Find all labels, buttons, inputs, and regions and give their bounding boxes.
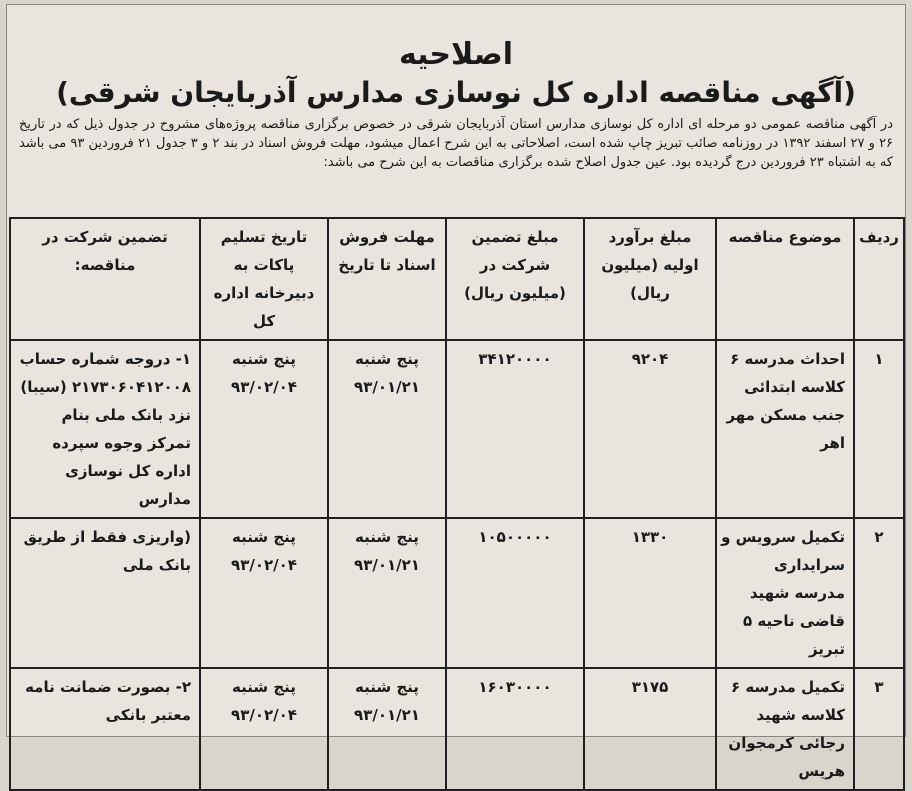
guarantee-amount-cell: ۱۶۰۳۰۰۰۰ bbox=[446, 668, 584, 790]
sale-deadline-cell: پنج شنبه ۹۳/۰۱/۲۱ bbox=[328, 518, 446, 668]
row-number: ۱ bbox=[854, 340, 904, 518]
header-cell-delivery-date: تاریخ تسلیم پاکات به دبیرخانه اداره کل bbox=[200, 218, 328, 340]
estimate-cell: ۹۲۰۴ bbox=[584, 340, 716, 518]
estimate-cell: ۳۱۷۵ bbox=[584, 668, 716, 790]
guarantee-cell: ۲- بصورت ضمانت نامه معتبر بانکی bbox=[10, 668, 200, 790]
guarantee-cell: ۱- دروجه شماره حساب ۲۱۷۳۰۶۰۴۱۲۰۰۸ (سیبا) نزد بانک ملی بنام تمرکز وجوه سپرده اداره کل نوسازی مدارس bbox=[10, 340, 200, 518]
header-cell-guarantee: تضمین شرکت در مناقصه: bbox=[10, 218, 200, 340]
intro-paragraph: در آگهی مناقصه عمومی دو مرحله ای اداره کل نوسازی مدارس استان آذربایجان شرقی در خصوص برگزاری مناقصه پروژه‌های مشروح در جدول ذیل که در تاریخ ۲۶ و ۲۷ اسفند ۱۳۹۲ در روزنامه صائب تبریز چاپ شده است، اصلاحاتی به این شرح اعمال میشود، مهلت فروش اسناد در بند ۲ و ۳ جدول ۲۱ فروردین ۹۳ می باشد که به اشتباه ۲۳ فروردین درج گردیده بود. عین جدول اصلاح شده برگزاری مناقصات به این شرح می باشد: bbox=[19, 117, 894, 170]
header-cell-subject: موضوع مناقصه bbox=[716, 218, 854, 340]
tender-table bbox=[9, 217, 905, 791]
estimate-cell: ۱۳۳۰ bbox=[584, 518, 716, 668]
sale-deadline-cell: پنج شنبه ۹۳/۰۱/۲۱ bbox=[328, 340, 446, 518]
guarantee-cell: (واریزی فقط از طریق بانک ملی bbox=[10, 518, 200, 668]
delivery-date-cell: پنج شنبه ۹۳/۰۲/۰۴ bbox=[200, 340, 328, 518]
notice-page bbox=[6, 4, 906, 780]
subject-cell: احداث مدرسه ۶ کلاسه ابتدائی جنب مسکن مهر اهر bbox=[716, 340, 854, 518]
subject-cell: تکمیل سرویس و سرایداری مدرسه شهید قاضی ناحیه ۵ تبریز bbox=[716, 518, 854, 668]
table-row bbox=[10, 518, 904, 668]
row-number: ۲ bbox=[854, 518, 904, 668]
header-cell-estimate: مبلغ برآورد اولیه (میلیون ریال) bbox=[584, 218, 716, 340]
page-title: اصلاحیه bbox=[398, 37, 514, 72]
table-header-row bbox=[10, 218, 904, 340]
row-number: ۳ bbox=[854, 668, 904, 790]
delivery-date-cell: پنج شنبه ۹۳/۰۲/۰۴ bbox=[200, 668, 328, 790]
header-cell-guarantee-amount: مبلغ تضمین شرکت در (میلیون ریال) bbox=[446, 218, 584, 340]
sale-deadline-cell: پنج شنبه ۹۳/۰۱/۲۱ bbox=[328, 668, 446, 790]
header-cell-sale-deadline: مهلت فروش اسناد تا تاریخ bbox=[328, 218, 446, 340]
page-subtitle: (آگهی مناقصه اداره کل نوسازی مدارس آذربایجان شرقی) bbox=[56, 76, 856, 109]
header-cell-row-number: ردیف bbox=[854, 218, 904, 340]
delivery-date-cell: پنج شنبه ۹۳/۰۲/۰۴ bbox=[200, 518, 328, 668]
table-row bbox=[10, 668, 904, 790]
table-row bbox=[10, 340, 904, 518]
guarantee-amount-cell: ۱۰۵۰۰۰۰۰ bbox=[446, 518, 584, 668]
subject-cell: تکمیل مدرسه ۶ کلاسه شهید رجائی کرمجوان هریس bbox=[716, 668, 854, 790]
guarantee-amount-cell: ۳۴۱۲۰۰۰۰ bbox=[446, 340, 584, 518]
